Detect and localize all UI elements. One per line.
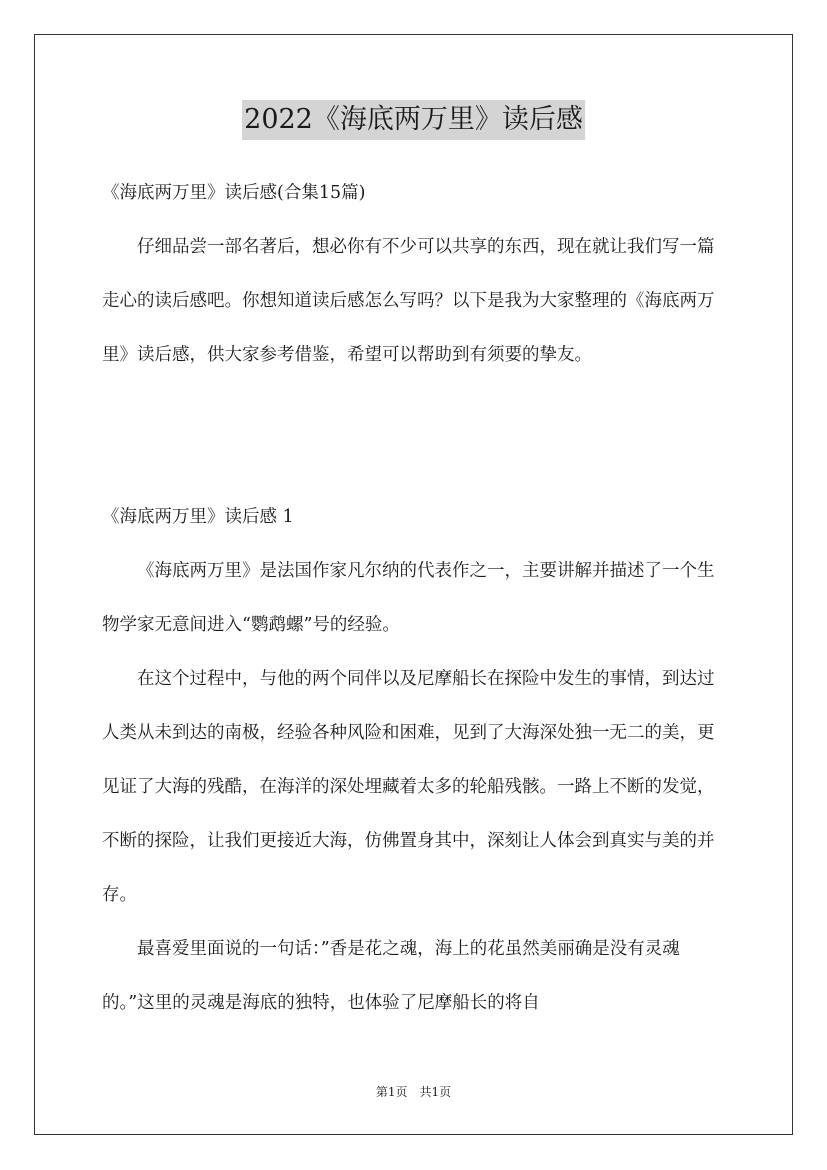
title-container (0, 100, 827, 140)
body-paragraph: 最喜爱里面说的一句话：”香是花之魂，海上的花虽然美丽确是没有灵魂的。”这里的灵魂是海底的独特，也体验了尼摩船长的将自 (102, 939, 680, 1013)
page-footer: 第1页 共1页 (375, 1085, 452, 1099)
document-subtitle: 《海底两万里》读后感(合集15篇) (102, 183, 366, 203)
document-title: 2022《海底两万里》读后感 (242, 100, 585, 140)
body-paragraph: 《海底两万里》是法国作家凡尔纳的代表作之一，主要讲解并描述了一个生物学家无意间进入“鹦鹉螺”号的经验。 (102, 561, 715, 635)
section-body (102, 544, 726, 1030)
intro-paragraph: 仔细品尝一部名著后，想必你有不少可以共享的东西，现在就让我们写一篇走心的读后感吧。你想知道读后感怎么写吗？以下是我为大家整理的《海底两万里》读后感，供大家参考借鉴，希望可以帮助到有须要的挚友。 (102, 237, 715, 365)
section-heading: 《海底两万里》读后感 1 (102, 507, 294, 527)
body-paragraph: 在这个过程中，与他的两个同伴以及尼摩船长在探险中发生的事情，到达过人类从未到达的南极，经验各种风险和困难，见到了大海深处独一无二的美，更见证了大海的残酷，在海洋的深处埋藏着太多的轮船残骸。一路上不断的发觉，不断的探险，让我们更接近大海，仿佛置身其中，深刻让人体会到真实与美的并存。 (102, 669, 715, 905)
